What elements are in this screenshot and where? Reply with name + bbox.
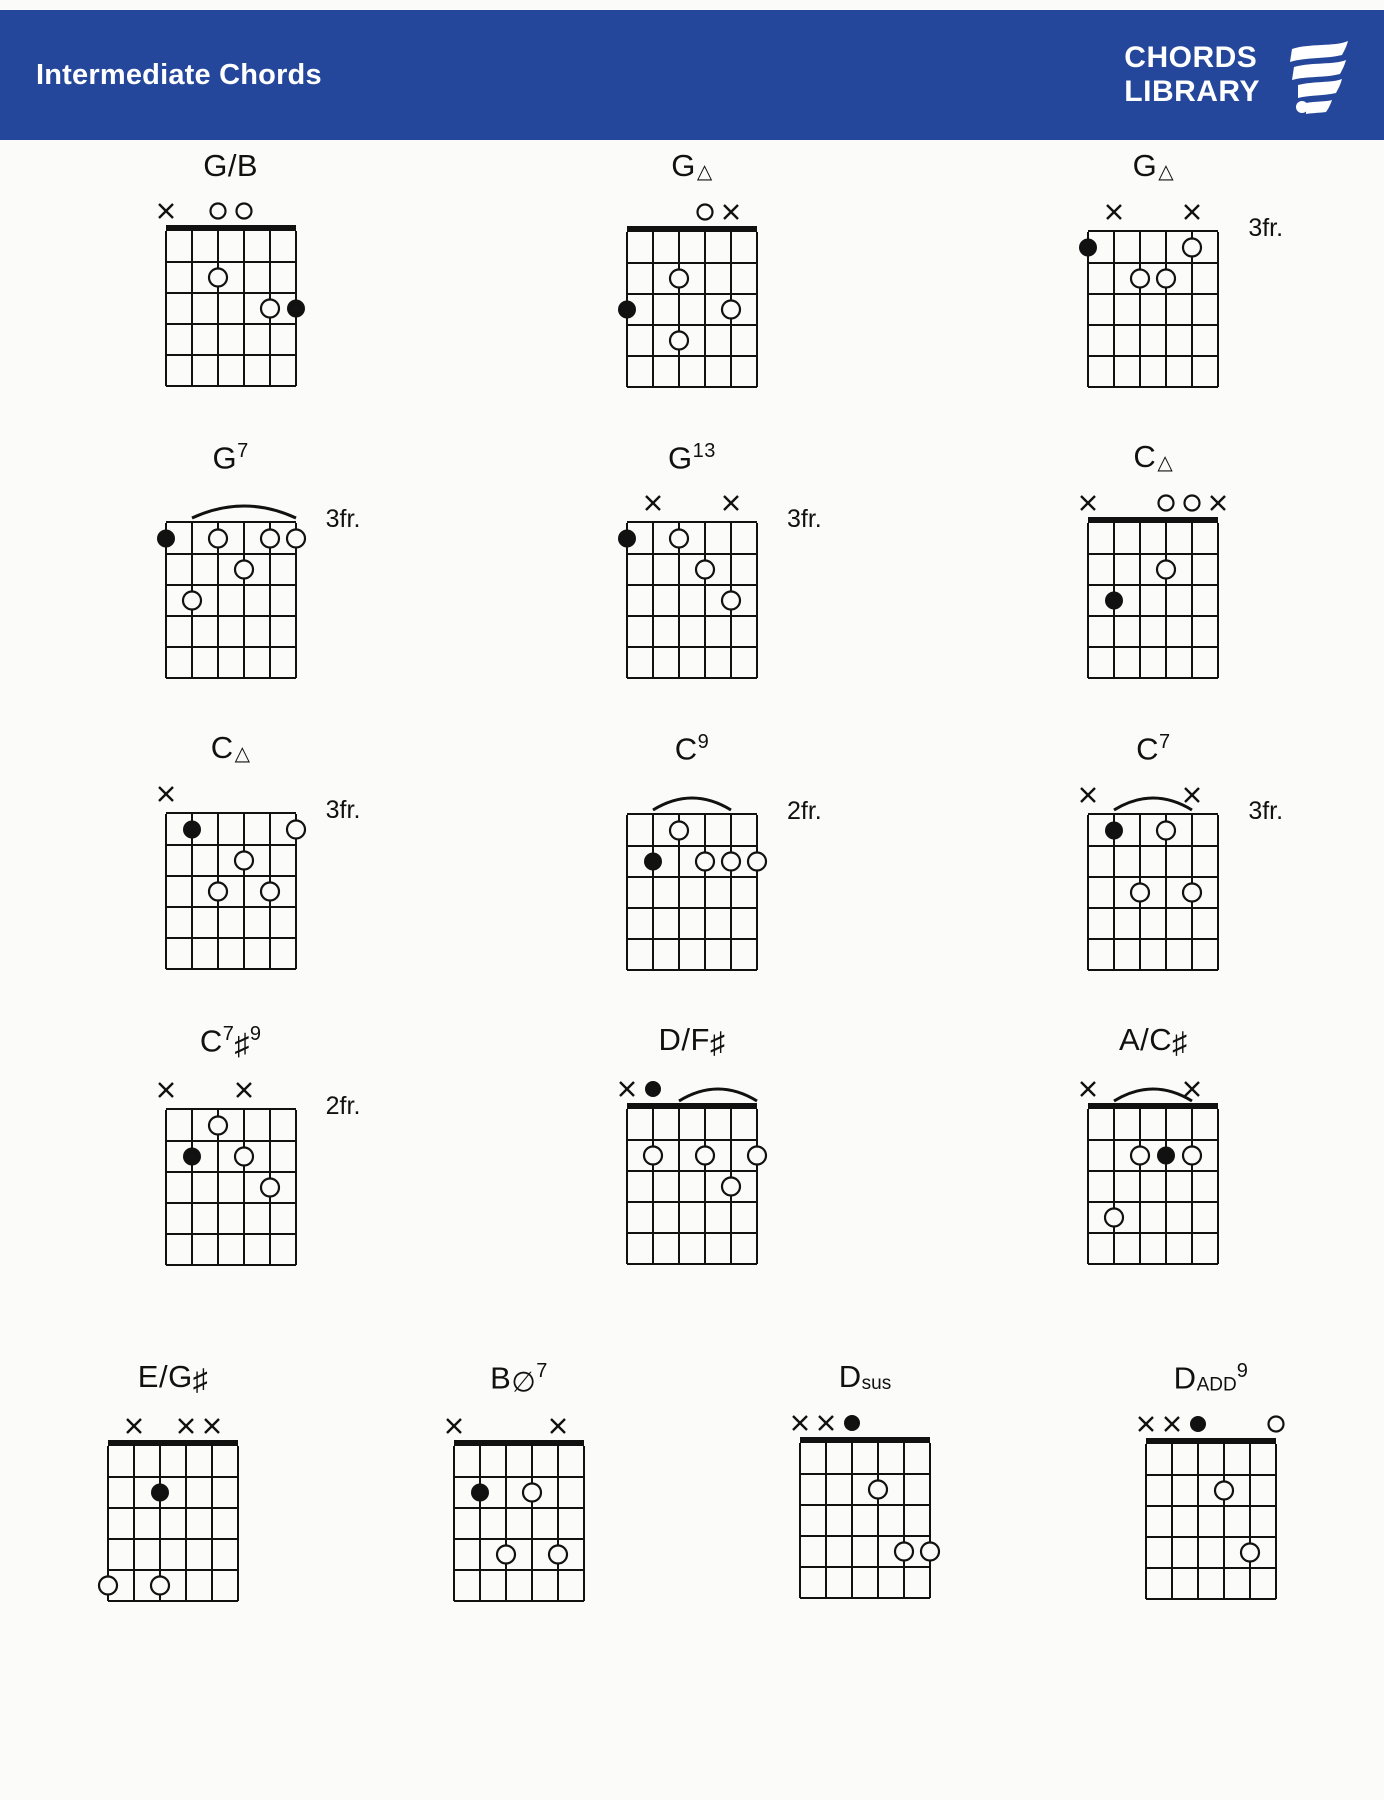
fretboard-grid [1062,483,1244,688]
chord-row [0,150,1384,397]
chord-card-c-maj7[interactable] [0,732,461,979]
brand-line-1: CHORDS [1124,40,1258,74]
chord-row [0,1021,1384,1275]
chord-card-c7[interactable] [923,732,1384,979]
chord-diagram [601,775,822,980]
chord-card-c7-9[interactable] [0,1024,461,1275]
fretboard-grid [140,1070,322,1275]
chord-diagram [774,1403,956,1608]
brand-block [1124,35,1354,115]
chord-card-b-half-diminished-7[interactable] [346,1361,692,1611]
chord-card-g13[interactable] [461,441,922,688]
chord-diagram [140,483,361,688]
fret-position-label: 2fr. [786,796,822,825]
fretboard-grid [601,192,783,397]
chord-card-e-g[interactable] [0,1358,346,1611]
fret-position-label: 2fr. [325,1091,361,1120]
chord-card-d-f[interactable] [461,1021,922,1275]
chord-card-a-c[interactable] [923,1021,1384,1275]
fret-position-label: 3fr. [1248,214,1284,242]
fretboard-grid [1062,775,1244,980]
chord-card-c-maj7[interactable] [923,441,1384,688]
fretboard-grid [774,1403,956,1608]
chord-name-label: $G^7$ [212,440,249,476]
fret-position-label: 3fr. [325,505,361,534]
chord-name-label: A/C♯ [1118,1021,1188,1060]
fretboard-grid [140,774,322,979]
chord-card-c9[interactable] [461,732,922,979]
page-header [0,10,1384,140]
fret-position-label: 3fr. [786,505,822,534]
chord-row [0,1358,1384,1611]
fretboard-grid [82,1406,264,1611]
fretboard-grid [1062,192,1244,397]
chord-name-label: Dsus [838,1358,892,1394]
chord-sheet [0,150,1384,1655]
fretboard-grid [601,1069,783,1274]
chord-diagram [1062,483,1244,688]
chord-diagram [1120,1404,1302,1609]
fretboard-grid [140,191,322,396]
fretboard-grid [1062,1069,1244,1274]
chord-diagram [140,191,322,396]
chord-name-label: DADD$^9$ [1173,1359,1249,1396]
chord-diagram [140,1070,361,1275]
chord-name-label: $C^7$ [1136,731,1171,767]
fret-position-label: 3fr. [1248,796,1284,825]
chord-name-label: E/G♯ [137,1358,209,1397]
chord-name-label: D/F♯ [658,1021,726,1060]
chord-card-dadd9[interactable] [1038,1361,1384,1611]
fretboard-grid [428,1406,610,1611]
chord-name-label: G△ [1132,148,1175,183]
chord-row [0,441,1384,688]
fretboard-grid [1120,1404,1302,1609]
fretboard-grid [140,483,322,688]
chord-name-label: G△ [671,148,713,183]
chord-diagram [1062,1069,1244,1274]
chord-name-label: B∅$^7$ [490,1359,548,1398]
chord-name-label: $G^{13}$ [668,440,716,476]
chord-name-label: C△ [1133,439,1174,474]
chord-diagram [601,483,822,688]
chord-diagram [428,1406,610,1611]
chord-name-label: G/B [203,148,259,183]
brand-name [1124,41,1260,110]
chord-diagram [601,192,783,397]
chord-card-dsus[interactable] [692,1358,1038,1611]
chord-card-g-maj7[interactable] [923,150,1384,397]
chord-card-g7[interactable] [0,441,461,688]
fretboard-grid [601,483,783,688]
chord-name-label: $C^9$ [674,731,710,767]
brand-line-2: LIBRARY [1124,75,1260,108]
chords-library-logo-icon [1282,35,1354,115]
chord-diagram [82,1406,264,1611]
chord-name-label: C△ [210,730,251,766]
chord-diagram [601,1069,783,1274]
chord-row [0,732,1384,979]
chord-diagram [1062,775,1284,980]
fretboard-grid [601,775,783,980]
chord-diagram [140,774,361,979]
chord-name-label: $C^7♯^9$ [199,1022,262,1061]
fret-position-label: 3fr. [325,796,361,825]
page-title: Intermediate Chords [36,58,322,91]
chord-diagram [1062,192,1284,397]
chord-card-g-b[interactable] [0,150,461,397]
chord-card-g-maj7[interactable] [461,150,922,397]
